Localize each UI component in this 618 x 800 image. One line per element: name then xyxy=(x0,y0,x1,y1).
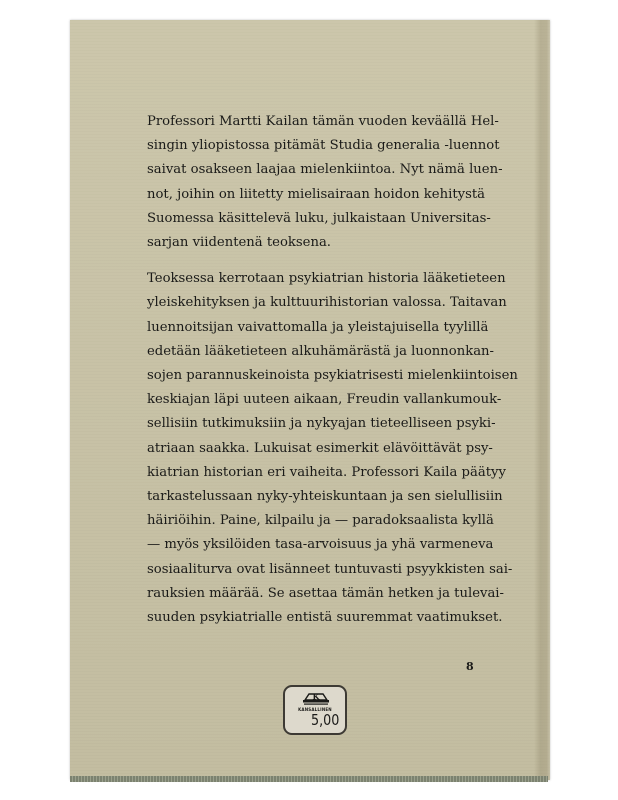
text-line: atriaan saakka. Lukuisat esimerkit elävöittävät psy- xyxy=(147,440,493,456)
text-line: singin yliopistossa pitämät Studia generalia -luennot xyxy=(147,138,500,154)
publisher-logo-icon xyxy=(301,690,331,706)
svg-text:K: K xyxy=(312,691,320,702)
text-line: sosiaaliturva ovat lisänneet tuntuvasti psyykkisten sai- xyxy=(147,561,513,577)
blurb-text xyxy=(147,110,518,642)
book-binding-cloth xyxy=(70,776,548,782)
text-line: sojen parannuskeinoista psykiatrisesti mielenkiintoisen xyxy=(147,368,518,384)
spine-fold xyxy=(534,20,550,780)
paragraph-2 xyxy=(147,267,518,630)
text-line: — myös yksilöiden tasa-arvoisuus ja yhä varmeneva xyxy=(147,537,494,553)
text-line: kiatrian historian eri vaiheita. Professori Kaila päätyy xyxy=(147,464,506,480)
page-number: 8 xyxy=(466,660,474,673)
text-line: keskiajan läpi uuteen aikaan, Freudin vallankumouk- xyxy=(147,392,502,408)
paragraph-1 xyxy=(147,110,503,255)
price-value: 5,00 xyxy=(310,711,339,729)
text-line: edetään lääketieteen alkuhämärästä ja luonnonkan- xyxy=(147,343,495,359)
text-line: sellisiin tutkimuksiin ja nykyajan tieteelliseen psyki- xyxy=(147,416,496,432)
text-line: yleiskehityksen ja kulttuurihistorian valossa. Taitavan xyxy=(147,295,507,311)
text-line: häiriöihin. Paine, kilpailu ja — paradoksaalista kyllä xyxy=(147,513,494,529)
text-line: Teoksessa kerrotaan psykiatrian historia lääketieteen xyxy=(147,271,506,287)
publisher-name: KANSALLINEN xyxy=(298,707,332,712)
text-line: rauksien määrää. Se asettaa tämän hetken ja tulevai- xyxy=(147,585,504,601)
text-line: saivat osakseen laajaa mielenkiintoa. Nyt nämä luen- xyxy=(147,162,503,178)
text-line: tarkastelussaan nyky-yhteiskuntaan ja sen sielullisiin xyxy=(147,489,503,505)
text-line: Suomessa käsittelevä luku, julkaistaan Universitas- xyxy=(147,210,491,226)
text-line: sarjan viidentenä teoksena. xyxy=(147,235,332,251)
text-line: luennoitsijan vaivattomalla ja yleistajuisella tyylillä xyxy=(147,319,489,335)
text-line: not, joihin on liitetty mielisairaan hoidon kehitystä xyxy=(147,186,485,202)
text-line: suuden psykiatrialle entistä suuremmat vaatimukset. xyxy=(147,610,503,626)
text-line: Professori Martti Kailan tämän vuoden keväällä Hel- xyxy=(147,114,499,129)
price-sticker xyxy=(283,685,347,735)
